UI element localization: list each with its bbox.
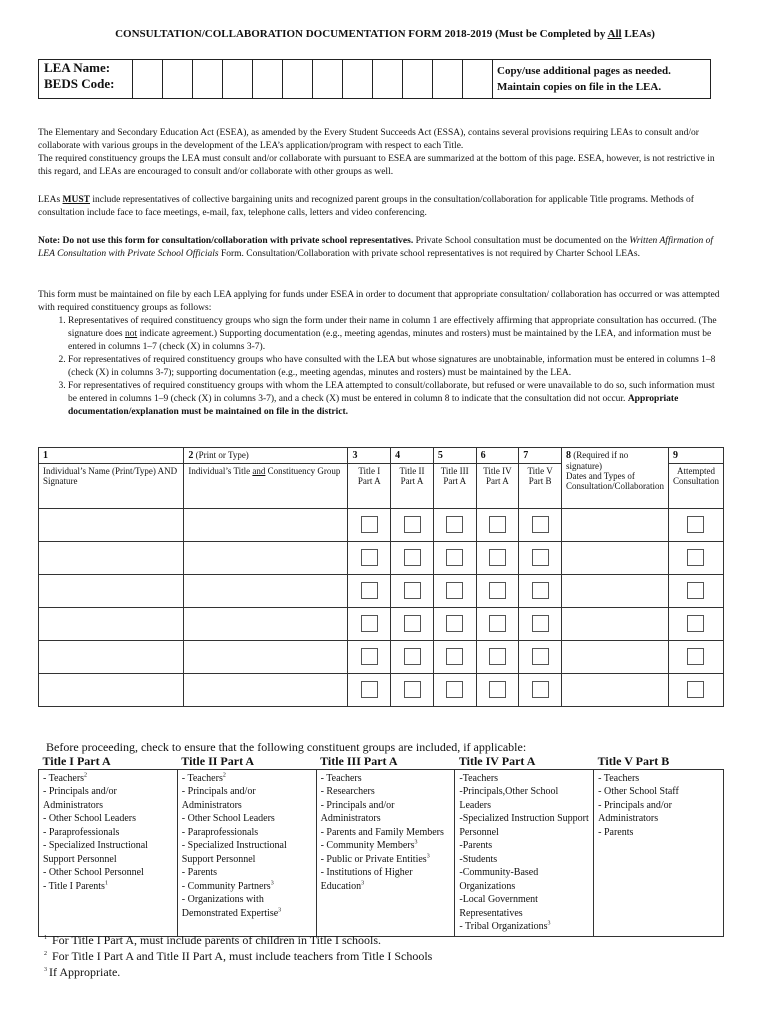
footnote-3: $^3$ If Appropriate. bbox=[44, 965, 121, 979]
group-item: - Teachers$^2$ bbox=[43, 772, 88, 784]
lea-name-label: LEA Name: bbox=[44, 60, 111, 75]
group-item: - Public or Private Entities$^3$ bbox=[320, 853, 430, 865]
group-item: - Other School Staff bbox=[598, 786, 679, 797]
checkbox[interactable] bbox=[446, 615, 463, 632]
checkbox-cell-col-3[interactable] bbox=[348, 575, 391, 608]
group-title-3: Title III Part A bbox=[316, 755, 455, 769]
group-item: - Paraprofessionals bbox=[43, 826, 120, 838]
checkbox[interactable] bbox=[404, 681, 421, 698]
beds-digit-8[interactable] bbox=[343, 60, 373, 99]
checkbox[interactable] bbox=[489, 648, 506, 665]
group-item: - Organizations with Demonstrated Expertise$^3$ bbox=[181, 894, 282, 919]
entry-cell-col-8[interactable] bbox=[561, 509, 668, 542]
group-item: - Tribal Organizations$^3$ bbox=[459, 920, 551, 932]
checkbox-cell-col-4[interactable] bbox=[391, 542, 434, 575]
group-item: - Other School Leaders bbox=[181, 813, 275, 824]
checkbox[interactable] bbox=[532, 615, 549, 632]
footnote-1: $^1$ For Title I Part A, must include parents of children in Title I schools. bbox=[44, 933, 381, 947]
group-item: -Principals,Other School Leaders bbox=[459, 786, 559, 811]
beds-digit-10[interactable] bbox=[403, 60, 433, 99]
beds-digit-6[interactable] bbox=[283, 60, 313, 99]
checkbox-cell-col-6[interactable] bbox=[476, 608, 519, 641]
checkbox-cell-col-6[interactable] bbox=[476, 509, 519, 542]
intro-block-1 bbox=[38, 127, 723, 179]
beds-digit-9[interactable] bbox=[373, 60, 403, 99]
checkbox[interactable] bbox=[489, 615, 506, 632]
group-item: - Parents bbox=[598, 826, 634, 838]
col-6-number: 6 bbox=[476, 448, 519, 464]
checkbox[interactable] bbox=[489, 549, 506, 566]
col-5-header: Title III Part A bbox=[433, 464, 476, 509]
checkbox[interactable] bbox=[446, 582, 463, 599]
col-8-header: 8 (Required if no signature) Dates and Types of Consultation/Collaboration bbox=[561, 448, 668, 509]
checkbox[interactable] bbox=[404, 648, 421, 665]
beds-code-label: BEDS Code: bbox=[44, 76, 115, 91]
group-list-title-2 bbox=[177, 769, 316, 936]
checkbox-cell-col-4[interactable] bbox=[391, 641, 434, 674]
entry-cell-col-1[interactable] bbox=[39, 608, 184, 641]
checkbox[interactable] bbox=[446, 648, 463, 665]
checkbox[interactable] bbox=[532, 549, 549, 566]
group-item: - Teachers$^2$ bbox=[181, 772, 226, 784]
group-title-2: Title II Part A bbox=[177, 755, 316, 769]
entry-cell-col-1[interactable] bbox=[39, 674, 184, 707]
checkbox-cell-col-4[interactable] bbox=[391, 575, 434, 608]
group-item: - Researchers bbox=[320, 786, 375, 797]
col-9-number: 9 bbox=[668, 448, 723, 464]
grid-row bbox=[39, 509, 724, 542]
checkbox[interactable] bbox=[687, 549, 704, 566]
group-item: -Specialized Instruction Support Personnel bbox=[459, 813, 589, 838]
group-item: -Parents bbox=[459, 840, 493, 851]
intro-p3: LEAs MUST include representatives of collective bargaining units and recognized parent groups in the consultation/collaboration for applicable Title programs. Methods of consultation include face to face meetings, e-mail, fax, telephone calls, letters and video conferencing. bbox=[38, 195, 694, 218]
checkbox-cell-col-7[interactable] bbox=[519, 542, 562, 575]
group-title-5: Title V Part B bbox=[594, 755, 724, 769]
group-item: -Community-Based Organizations bbox=[459, 867, 539, 892]
checkbox[interactable] bbox=[687, 681, 704, 698]
col-4-number: 4 bbox=[391, 448, 434, 464]
group-list-title-4 bbox=[455, 769, 594, 936]
checkbox-cell-col-9[interactable] bbox=[668, 641, 723, 674]
copy-note-1: Copy/use additional pages as needed. bbox=[497, 65, 671, 77]
checkbox-cell-col-6[interactable] bbox=[476, 542, 519, 575]
group-item: - Other School Leaders bbox=[43, 813, 137, 824]
entry-cell-col-8[interactable] bbox=[561, 542, 668, 575]
entry-cell-col-1[interactable] bbox=[39, 542, 184, 575]
checkbox[interactable] bbox=[361, 615, 378, 632]
entry-cell-col-8[interactable] bbox=[561, 575, 668, 608]
grid-row bbox=[39, 575, 724, 608]
checkbox-cell-col-7[interactable] bbox=[519, 674, 562, 707]
footnote-2: $^2$ For Title I Part A and Title II Part A, must include teachers from Title I Schools bbox=[44, 949, 433, 963]
group-item: - Specialized Instructional Support Personnel bbox=[181, 840, 287, 865]
group-item: -Local Government Representatives bbox=[459, 894, 538, 919]
instruction-1: 1. Representatives of required constituency groups who sign the form under their name in column 1 are effectively affirming that appropriate consultation has occurred. (The signature does not indicate agreement.) Supporting documentation (e.g., meeting agendas, minutes and rosters) must be maintained by the LEA, and information must be entered in columns 1–7 (check (X) in columns 3-7). bbox=[68, 315, 723, 354]
entry-cell-col-1[interactable] bbox=[39, 509, 184, 542]
group-item: - Paraprofessionals bbox=[181, 826, 259, 838]
checkbox-cell-col-6[interactable] bbox=[476, 674, 519, 707]
checkbox[interactable] bbox=[404, 582, 421, 599]
lea-copy-note bbox=[493, 60, 711, 99]
copy-note-2: Maintain copies on file in the LEA. bbox=[497, 81, 662, 93]
group-title-1: Title I Part A bbox=[39, 755, 178, 769]
entry-cell-col-2[interactable] bbox=[184, 509, 348, 542]
checkbox-cell-col-5[interactable] bbox=[433, 608, 476, 641]
col-1-header: Individual’s Name (Print/Type) AND Signature bbox=[39, 464, 184, 509]
group-item: - Parents bbox=[181, 867, 218, 878]
maintain-instructions bbox=[38, 289, 723, 419]
checkbox-cell-col-4[interactable] bbox=[391, 509, 434, 542]
col-2-number: 2 (Print or Type) bbox=[184, 448, 348, 464]
group-item: - Principals and/or Administrators bbox=[598, 799, 673, 824]
checkbox[interactable] bbox=[489, 516, 506, 533]
group-item: - Title I Parents$^1$ bbox=[43, 880, 108, 892]
group-title-4: Title IV Part A bbox=[455, 755, 594, 769]
group-item: -Teachers bbox=[459, 772, 499, 784]
intro-p4: This form must be maintained on file by each LEA applying for funds under ESEA in order to document that appropriate consultation/ collaboration has occurred or was attempted with required constituency groups as follows: bbox=[38, 290, 720, 313]
entry-cell-col-2[interactable] bbox=[184, 575, 348, 608]
checkbox-cell-col-9[interactable] bbox=[668, 542, 723, 575]
entry-cell-col-1[interactable] bbox=[39, 575, 184, 608]
checkbox[interactable] bbox=[446, 549, 463, 566]
grid-row bbox=[39, 542, 724, 575]
private-note-text: Note: Do not use this form for consultation/collaboration with private school representatives. Private School consultation must be documented on the Written Affirmation of LEA Consultation with Private School Officials Form. Consultation/Collaboration with private school representatives is not required by Charter School LEAs. bbox=[38, 236, 714, 259]
checkbox[interactable] bbox=[361, 681, 378, 698]
constituent-groups-table bbox=[38, 755, 724, 937]
col-6-header: Title IV Part A bbox=[476, 464, 519, 509]
checkbox[interactable] bbox=[532, 516, 549, 533]
checkbox-cell-col-3[interactable] bbox=[348, 674, 391, 707]
col-4-header: Title II Part A bbox=[391, 464, 434, 509]
beds-digit-11[interactable] bbox=[433, 60, 463, 99]
footnotes bbox=[44, 932, 432, 980]
checkbox[interactable] bbox=[687, 516, 704, 533]
checkbox[interactable] bbox=[446, 681, 463, 698]
checkbox-cell-col-9[interactable] bbox=[668, 608, 723, 641]
checkbox-cell-col-7[interactable] bbox=[519, 509, 562, 542]
instruction-list bbox=[38, 315, 723, 419]
group-item: - Teachers bbox=[320, 772, 362, 784]
beds-digit-2[interactable] bbox=[163, 60, 193, 99]
entry-cell-col-1[interactable] bbox=[39, 641, 184, 674]
checkbox[interactable] bbox=[361, 648, 378, 665]
group-item: - Principals and/or Administrators bbox=[320, 799, 395, 824]
entry-cell-col-8[interactable] bbox=[561, 641, 668, 674]
entry-cell-col-2[interactable] bbox=[184, 674, 348, 707]
grid-row bbox=[39, 641, 724, 674]
beds-digit-1[interactable] bbox=[133, 60, 163, 99]
group-list-title-5 bbox=[594, 769, 724, 936]
group-item: - Other School Personnel bbox=[43, 867, 144, 878]
private-school-note bbox=[38, 235, 723, 261]
checkbox[interactable] bbox=[404, 549, 421, 566]
beds-digit-5[interactable] bbox=[253, 60, 283, 99]
instruction-2: 2. For representatives of required constituency groups who have consulted with the LEA but whose signatures are unobtainable, information must be entered in columns 1–8 (check (X) in columns 3-7); supporting documentation (e.g., meeting agendas, minutes and rosters) must be maintained by the LEA. bbox=[68, 354, 723, 380]
col-9-header: Attempted Consultation bbox=[668, 464, 723, 509]
entry-cell-col-2[interactable] bbox=[184, 542, 348, 575]
checkbox-cell-col-5[interactable] bbox=[433, 575, 476, 608]
group-item: - Principals and/or Administrators bbox=[181, 786, 256, 811]
consultation-grid bbox=[38, 447, 724, 707]
checkbox[interactable] bbox=[361, 516, 378, 533]
intro-block-2 bbox=[38, 194, 723, 220]
checkbox[interactable] bbox=[532, 648, 549, 665]
checkbox[interactable] bbox=[687, 615, 704, 632]
checkbox-cell-col-9[interactable] bbox=[668, 674, 723, 707]
grid-row bbox=[39, 608, 724, 641]
col-1-number: 1 bbox=[39, 448, 184, 464]
col-7-number: 7 bbox=[519, 448, 562, 464]
checkbox-cell-col-4[interactable] bbox=[391, 674, 434, 707]
checkbox-cell-col-6[interactable] bbox=[476, 641, 519, 674]
checkbox[interactable] bbox=[446, 516, 463, 533]
checkbox[interactable] bbox=[361, 549, 378, 566]
beds-digit-3[interactable] bbox=[193, 60, 223, 99]
checkbox-cell-col-4[interactable] bbox=[391, 608, 434, 641]
beds-digit-12[interactable] bbox=[463, 60, 493, 99]
checkbox-cell-col-5[interactable] bbox=[433, 542, 476, 575]
form-title: CONSULTATION/COLLABORATION DOCUMENTATION FORM 2018-2019 (Must be Completed by All LEAs) bbox=[115, 28, 655, 40]
checkbox-cell-col-5[interactable] bbox=[433, 674, 476, 707]
group-item: - Teachers bbox=[598, 772, 640, 784]
checkbox[interactable] bbox=[687, 648, 704, 665]
group-item: - Principals and/or Administrators bbox=[43, 786, 117, 811]
intro-p1: The Elementary and Secondary Education Act (ESEA), as amended by the Every Student Succeeds Act (ESSA), contains several provisions requiring LEAs to consult and/or collaborate with various groups in the development of the LEA’s application/program with respect to each Title. bbox=[38, 128, 699, 151]
before-proceeding-note: Before proceeding, check to ensure that the following constituent groups are included, if applicable: bbox=[46, 740, 527, 754]
checkbox[interactable] bbox=[532, 681, 549, 698]
group-list-title-1 bbox=[39, 769, 178, 936]
entry-cell-col-8[interactable] bbox=[561, 674, 668, 707]
col-2-header: Individual’s Title and Constituency Group bbox=[184, 464, 348, 509]
checkbox[interactable] bbox=[489, 582, 506, 599]
col-3-number: 3 bbox=[348, 448, 391, 464]
checkbox[interactable] bbox=[361, 582, 378, 599]
checkbox-cell-col-5[interactable] bbox=[433, 641, 476, 674]
group-item: - Community Members$^3$ bbox=[320, 839, 418, 851]
group-item: -Students bbox=[459, 853, 498, 865]
lea-labels bbox=[39, 60, 133, 99]
col-7-header: Title V Part B bbox=[519, 464, 562, 509]
instruction-3: 3. For representatives of required constituency groups with whom the LEA attempted to consult/collaborate, but refused or were unavailable to do so, such information must be entered in columns 1–9 (check (X) in columns 3-7), and a check (X) must be entered in column 8 to indicate that the consultation did not occur. Appropriate documentation/explanation must be maintained on file in the district. bbox=[68, 380, 723, 419]
lea-header-table bbox=[38, 59, 711, 99]
entry-cell-col-2[interactable] bbox=[184, 608, 348, 641]
group-item: - Parents and Family Members bbox=[320, 826, 444, 838]
group-item: - Community Partners$^3$ bbox=[181, 880, 274, 892]
checkbox-cell-col-3[interactable] bbox=[348, 542, 391, 575]
intro-p2: The required constituency groups the LEA must consult and/or collaborate with pursuant to ESEA are summarized at the bottom of this page. ESEA, however, is not restrictive in this regard, and LEAs are encouraged to consult and/or collaborate with other groups as well. bbox=[38, 154, 715, 177]
col-3-header: Title I Part A bbox=[348, 464, 391, 509]
checkbox-cell-col-6[interactable] bbox=[476, 575, 519, 608]
group-list-title-3 bbox=[316, 769, 455, 936]
checkbox-cell-col-7[interactable] bbox=[519, 608, 562, 641]
checkbox-cell-col-5[interactable] bbox=[433, 509, 476, 542]
checkbox-cell-col-9[interactable] bbox=[668, 575, 723, 608]
grid-row bbox=[39, 674, 724, 707]
checkbox[interactable] bbox=[404, 615, 421, 632]
entry-cell-col-8[interactable] bbox=[561, 608, 668, 641]
checkbox-cell-col-7[interactable] bbox=[519, 575, 562, 608]
group-item: - Specialized Instructional Support Personnel bbox=[43, 840, 148, 865]
checkbox[interactable] bbox=[687, 582, 704, 599]
checkbox-cell-col-3[interactable] bbox=[348, 641, 391, 674]
checkbox-cell-col-3[interactable] bbox=[348, 608, 391, 641]
col-5-number: 5 bbox=[433, 448, 476, 464]
entry-cell-col-2[interactable] bbox=[184, 641, 348, 674]
checkbox-cell-col-7[interactable] bbox=[519, 641, 562, 674]
checkbox[interactable] bbox=[404, 516, 421, 533]
group-item: - Institutions of Higher Education$^3$ bbox=[320, 867, 413, 892]
checkbox-cell-col-3[interactable] bbox=[348, 509, 391, 542]
checkbox[interactable] bbox=[532, 582, 549, 599]
beds-digit-4[interactable] bbox=[223, 60, 253, 99]
beds-digit-7[interactable] bbox=[313, 60, 343, 99]
checkbox[interactable] bbox=[489, 681, 506, 698]
checkbox-cell-col-9[interactable] bbox=[668, 509, 723, 542]
